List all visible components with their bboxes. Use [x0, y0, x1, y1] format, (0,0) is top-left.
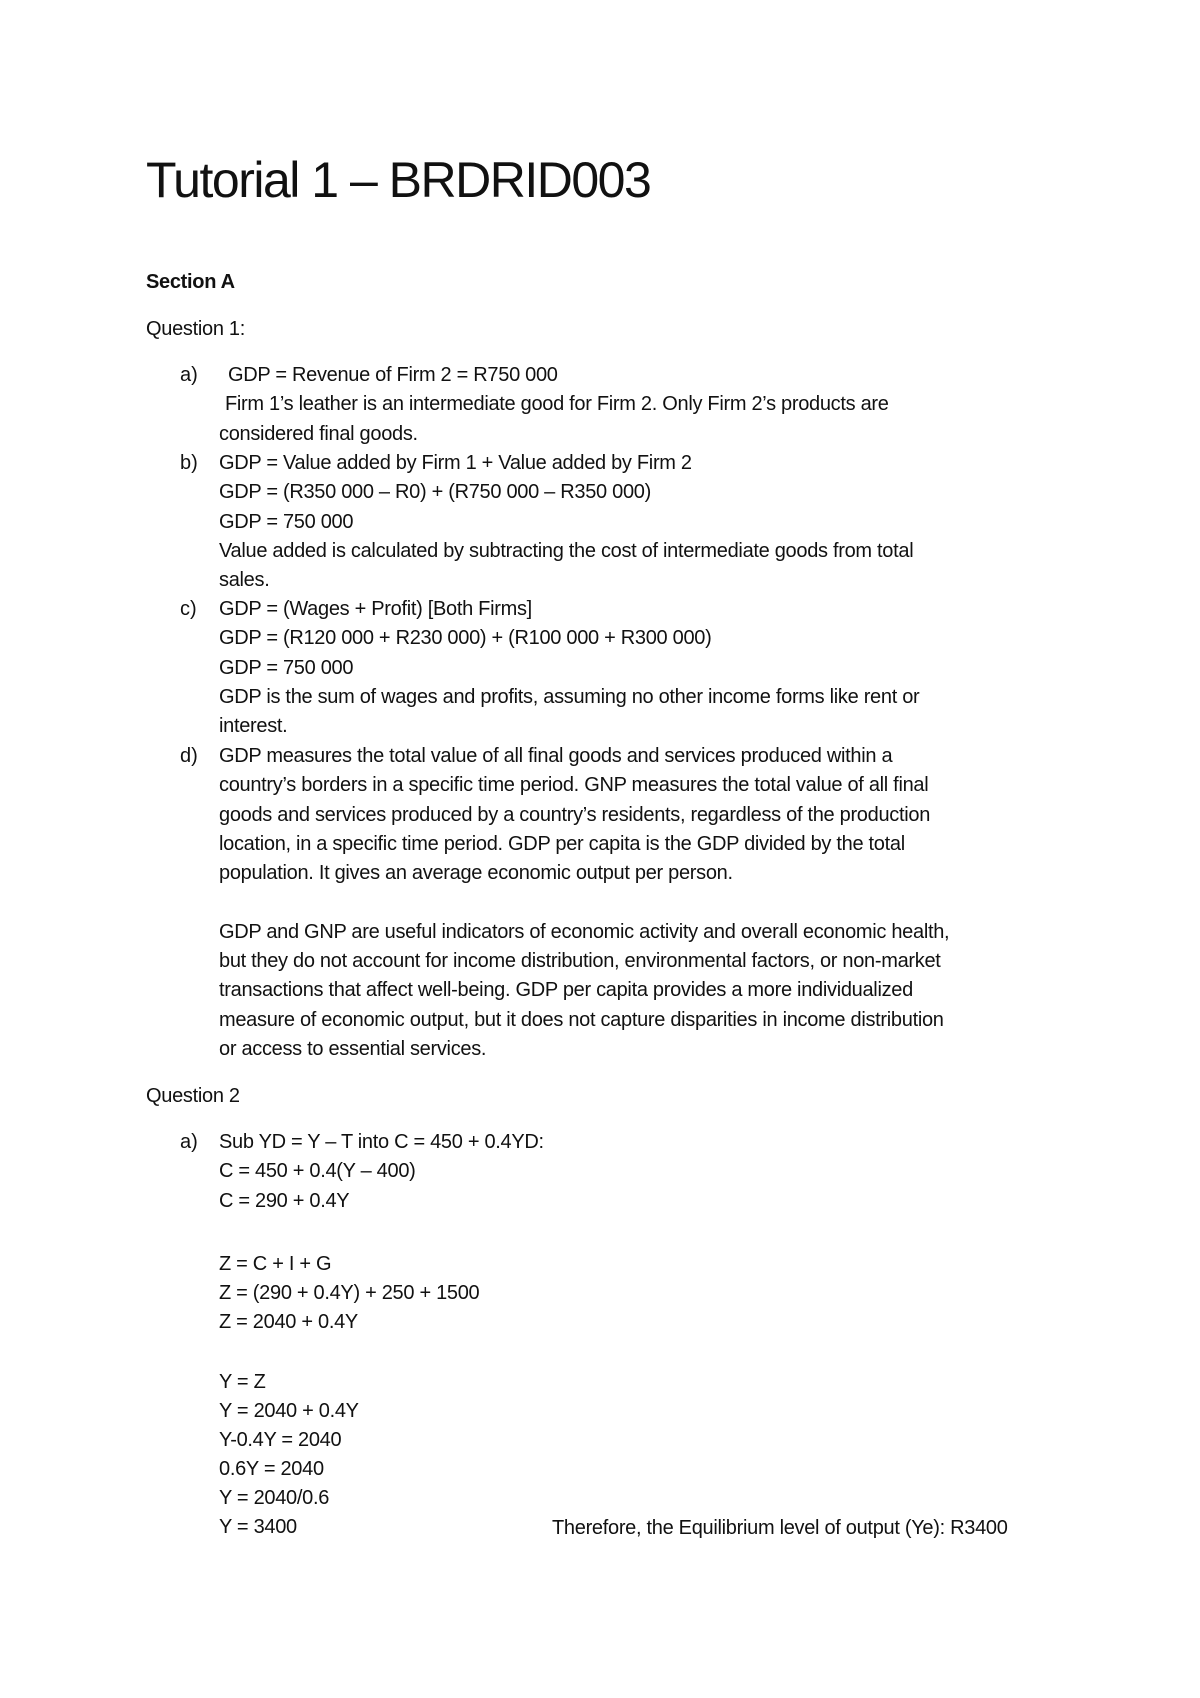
q1-c-line: GDP = 750 000	[219, 656, 354, 679]
equation-line: Z = 2040 + 0.4Y	[219, 1311, 358, 1334]
section-heading: Section A	[146, 271, 235, 293]
q1-d-line: or access to essential services.	[219, 1037, 487, 1060]
q1-c-line: interest.	[219, 715, 288, 738]
page-title: Tutorial 1 – BRDRID003	[146, 152, 651, 208]
q1-d-line: measure of economic output, but it does not capture disparities in income distribution	[219, 1008, 944, 1031]
q1-c-line: GDP = (R120 000 + R230 000) + (R100 000 + R300 000)	[219, 627, 712, 650]
q1-a-line: GDP = Revenue of Firm 2 = R750 000	[228, 364, 558, 386]
equation-line: Y = 2040 + 0.4Y	[219, 1400, 359, 1423]
q1-b-line: sales.	[219, 569, 270, 592]
q1-d-line: goods and services produced by a country’s residents, regardless of the production	[219, 803, 931, 826]
q1-c-line: GDP = (Wages + Profit) [Both Firms]	[219, 598, 532, 620]
q1-d-line: GDP measures the total value of all final goods and services produced within a	[219, 745, 893, 767]
q1-b-line: GDP = 750 000	[219, 510, 354, 533]
q1-a-line: Firm 1’s leather is an intermediate good for Firm 2. Only Firm 2’s products are	[225, 393, 889, 416]
q1-b-line: GDP = Value added by Firm 1 + Value added by Firm 2	[219, 452, 692, 474]
q1-part-a-label: a)	[180, 364, 198, 386]
q1-part-d-label: d)	[180, 745, 198, 767]
equation-line: Y = Z	[219, 1371, 266, 1393]
q1-c-line: GDP is the sum of wages and profits, assuming no other income forms like rent or	[219, 685, 920, 708]
q1-part-b-label: b)	[180, 452, 198, 474]
equation-line: Z = C + I + G	[219, 1253, 332, 1275]
equilibrium-conclusion: Therefore, the Equilibrium level of output (Ye): R3400	[552, 1517, 1008, 1539]
q1-d-line: population. It gives an average economic output per person.	[219, 862, 733, 885]
equation-line: Y = 2040/0.6	[219, 1487, 330, 1510]
q1-d-line: GDP and GNP are useful indicators of economic activity and overall economic health,	[219, 920, 950, 943]
q2-a-line: C = 450 + 0.4(Y – 400)	[219, 1160, 416, 1183]
q1-d-line: country’s borders in a specific time period. GNP measures the total value of all final	[219, 774, 929, 797]
q2-a-line: Sub YD = Y – T into C = 450 + 0.4YD:	[219, 1131, 544, 1153]
equation-line: Y-0.4Y = 2040	[219, 1429, 342, 1452]
equation-line: 0.6Y = 2040	[219, 1458, 324, 1481]
q1-b-line: GDP = (R350 000 – R0) + (R750 000 – R350 000)	[219, 481, 651, 504]
q1-d-line: location, in a specific time period. GDP per capita is the GDP divided by the total	[219, 832, 905, 855]
question-1-heading: Question 1:	[146, 318, 245, 340]
equation-line: Y = 3400	[219, 1516, 297, 1539]
q1-part-c-label: c)	[180, 598, 197, 620]
q1-d-line: transactions that affect well-being. GDP per capita provides a more individualized	[219, 979, 913, 1002]
question-2-heading: Question 2	[146, 1085, 240, 1107]
q1-d-line: but they do not account for income distribution, environmental factors, or non-market	[219, 950, 941, 973]
q1-d-line	[219, 888, 1099, 917]
q2-part-a-label: a)	[180, 1131, 198, 1153]
q2-a-line: C = 290 + 0.4Y	[219, 1189, 350, 1212]
q1-b-line: Value added is calculated by subtracting the cost of intermediate goods from total	[219, 539, 914, 562]
equation-line: Z = (290 + 0.4Y) + 250 + 1500	[219, 1282, 480, 1305]
q1-a-line: considered final goods.	[219, 422, 418, 445]
aggregate-demand-equations	[219, 1250, 479, 1337]
equilibrium-equations	[219, 1368, 359, 1543]
